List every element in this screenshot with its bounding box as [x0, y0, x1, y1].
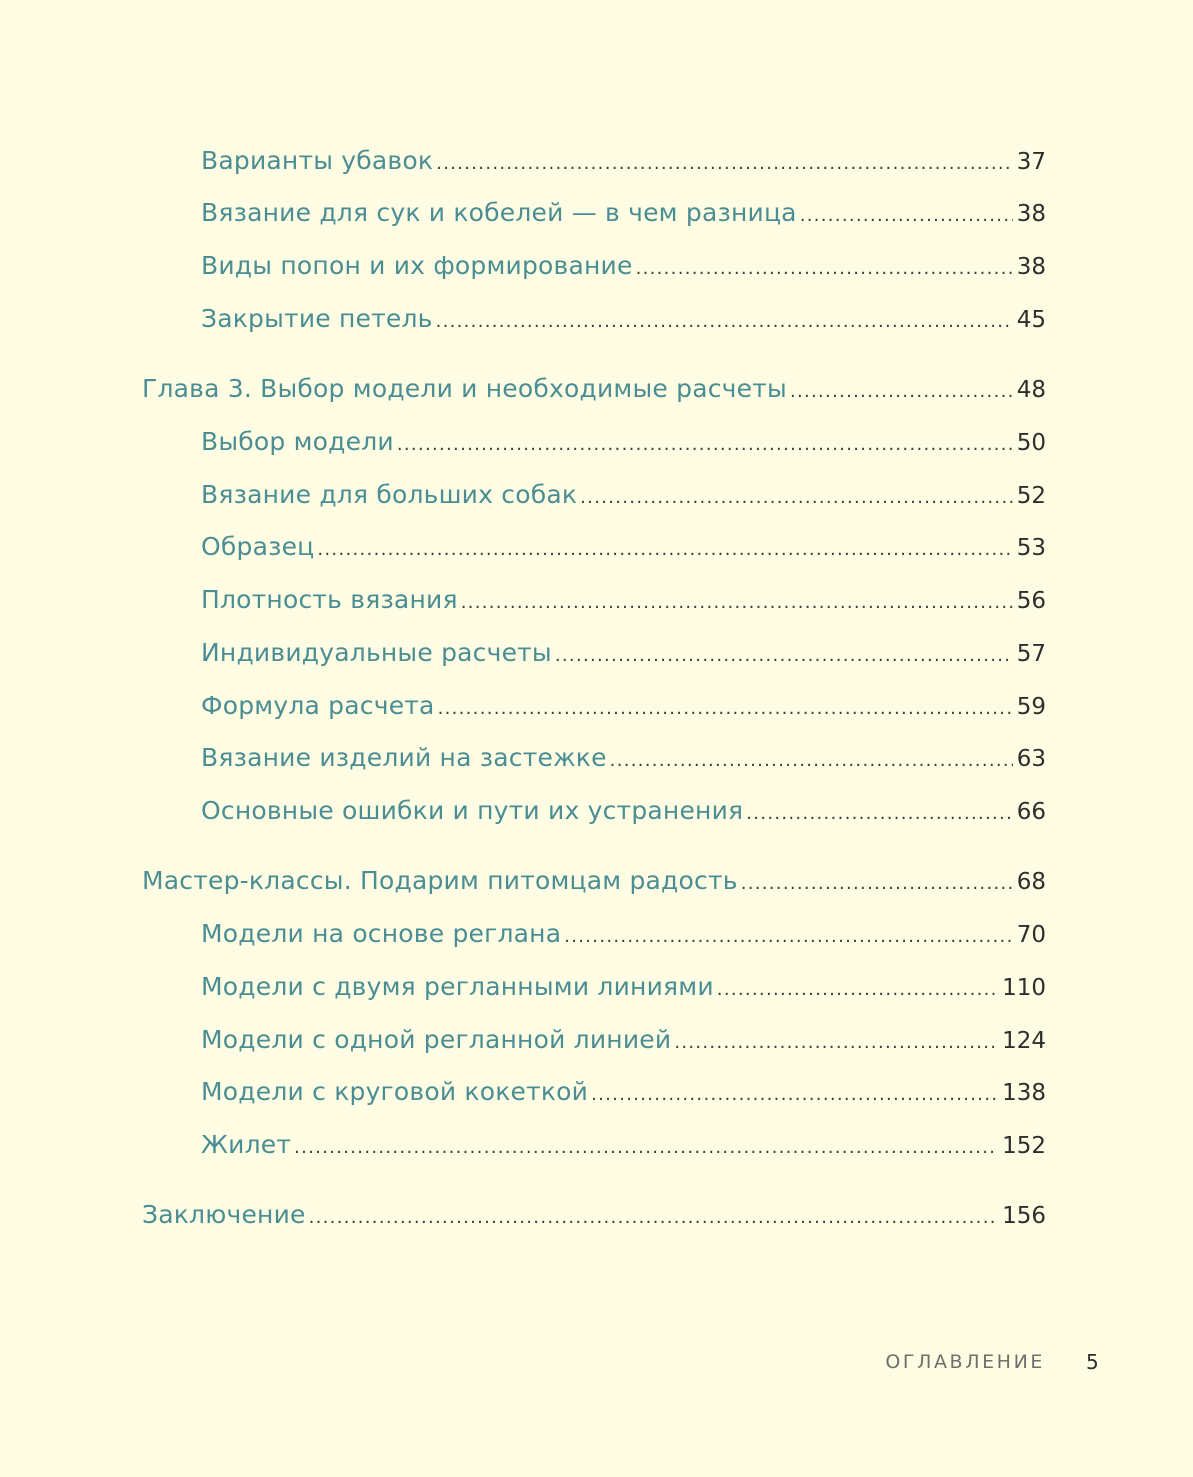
toc-entry[interactable]	[201, 967, 1046, 1007]
toc-entry-page: 70	[1016, 922, 1046, 948]
toc-entry-title: Мастер-классы. Подарим питомцам радость	[142, 866, 738, 895]
toc-entry[interactable]	[201, 193, 1046, 233]
dot-leader	[555, 636, 1013, 676]
toc-entry-page: 68	[1016, 869, 1046, 895]
toc-entry-page: 45	[1016, 307, 1046, 333]
toc-entry[interactable]	[201, 738, 1046, 778]
toc-entry-title: Жилет	[201, 1130, 292, 1159]
dot-leader	[717, 970, 998, 1010]
toc-entry[interactable]	[201, 1020, 1046, 1060]
toc-entry-page: 63	[1016, 746, 1046, 772]
toc-entry-page: 152	[1002, 1133, 1046, 1159]
toc-entry-page: 38	[1016, 254, 1046, 280]
toc-entry[interactable]	[201, 527, 1046, 567]
toc-entry-title: Вязание для больших собак	[201, 480, 578, 509]
toc-entry-title: Формула расчета	[201, 691, 435, 720]
toc-chapter-entry[interactable]	[142, 861, 1046, 901]
toc-entry[interactable]	[201, 1072, 1046, 1112]
dot-leader	[397, 425, 1013, 465]
toc-entry[interactable]	[201, 475, 1046, 515]
dot-leader	[309, 1198, 998, 1238]
dot-leader	[436, 302, 1013, 342]
toc-entry[interactable]	[201, 633, 1046, 673]
dot-leader	[438, 689, 1013, 729]
toc-entry-title: Образец	[201, 532, 315, 561]
page-number: 5	[1086, 1350, 1099, 1374]
dot-leader	[564, 917, 1013, 957]
toc-entry-page: 37	[1016, 149, 1046, 175]
toc-entry-page: 124	[1002, 1028, 1046, 1054]
page-footer	[0, 1346, 1193, 1378]
toc-entry[interactable]	[201, 686, 1046, 726]
toc-entry-title: Вязание для сук и кобелей — в чем разница	[201, 198, 797, 227]
toc-chapter-entry[interactable]	[142, 1195, 1046, 1235]
section-label: ОГЛАВЛЕНИЕ	[885, 1351, 1045, 1373]
toc-entry-title: Выбор модели	[201, 427, 394, 456]
toc-entry[interactable]	[201, 914, 1046, 954]
dot-leader	[746, 794, 1012, 834]
toc-entry-page: 52	[1016, 483, 1046, 509]
dot-leader	[294, 1128, 998, 1168]
toc-entry[interactable]	[201, 580, 1046, 620]
dot-leader	[636, 249, 1013, 289]
toc-entry-title: Варианты убавок	[201, 146, 434, 175]
toc-entry-page: 56	[1016, 588, 1046, 614]
dot-leader	[591, 1075, 998, 1115]
dot-leader	[461, 583, 1013, 623]
dot-leader	[674, 1023, 998, 1063]
toc-entry[interactable]	[201, 141, 1046, 181]
toc-entry-title: Виды попон и их формирование	[201, 251, 633, 280]
toc-entry-title: Глава 3. Выбор модели и необходимые расчеты	[142, 374, 787, 403]
toc-chapter-entry[interactable]	[142, 369, 1046, 409]
dot-leader	[580, 478, 1013, 518]
toc-entry-title: Заключение	[142, 1200, 306, 1229]
dot-leader	[790, 372, 1013, 412]
toc-entry-title: Модели с одной регланной линией	[201, 1025, 672, 1054]
toc-entry[interactable]	[201, 299, 1046, 339]
toc-entry-title: Плотность вязания	[201, 585, 458, 614]
toc-entry-page: 38	[1016, 201, 1046, 227]
toc-entry-page: 66	[1016, 799, 1046, 825]
toc-entry-title: Основные ошибки и пути их устранения	[201, 796, 744, 825]
toc-entry[interactable]	[201, 791, 1046, 831]
toc-entry[interactable]	[201, 246, 1046, 286]
toc-entry-page: 59	[1016, 694, 1046, 720]
toc-entry-title: Модели на основе реглана	[201, 919, 562, 948]
dot-leader	[317, 530, 1012, 570]
toc-entry-page: 57	[1016, 641, 1046, 667]
toc-entry-page: 53	[1016, 535, 1046, 561]
toc-entry-title: Закрытие петель	[201, 304, 433, 333]
toc-entry-page: 156	[1002, 1203, 1046, 1229]
dot-leader	[610, 741, 1013, 781]
toc-entry-title: Индивидуальные расчеты	[201, 638, 552, 667]
toc-entry-page: 50	[1016, 430, 1046, 456]
toc-entry-title: Модели с двумя регланными линиями	[201, 972, 714, 1001]
toc-entry[interactable]	[201, 1125, 1046, 1165]
dot-leader	[800, 196, 1013, 236]
toc-entry-title: Вязание изделий на застежке	[201, 743, 607, 772]
toc-entry-page: 48	[1016, 377, 1046, 403]
toc-entry-title: Модели с круговой кокеткой	[201, 1077, 589, 1106]
dot-leader	[436, 144, 1013, 184]
toc-entry-page: 110	[1002, 975, 1046, 1001]
toc-entry-page: 138	[1002, 1080, 1046, 1106]
dot-leader	[741, 864, 1013, 904]
toc-entry[interactable]	[201, 422, 1046, 462]
